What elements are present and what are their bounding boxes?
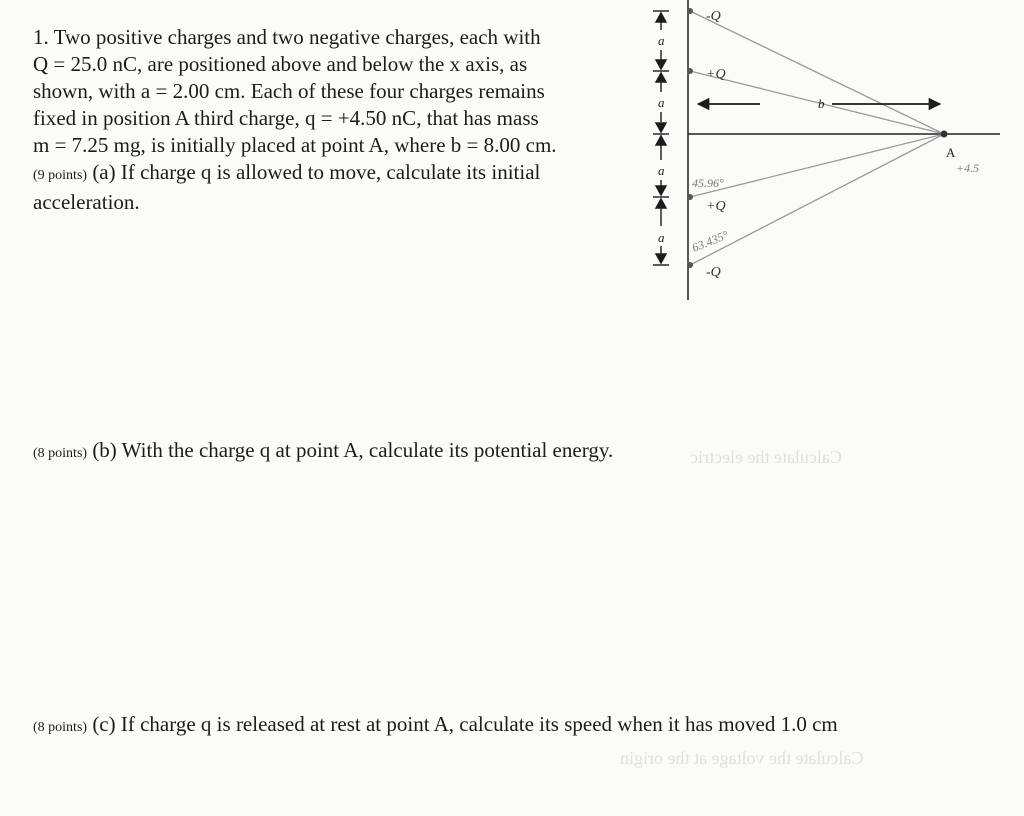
statement-line-4: fixed in position A third charge, q = +4.50 nC, that has mass	[33, 106, 539, 130]
part-b-points: (8 points)	[33, 446, 88, 461]
part-b-text: (b) With the charge q at point A, calculate its potential energy.	[92, 438, 614, 462]
part-a-line-1: (9 points) (a) If charge q is allowed to move, calculate its initial	[33, 160, 541, 184]
part-b-question	[33, 437, 613, 467]
part-c-question	[33, 711, 838, 741]
bleed-through-text: Calculate the voltage at the origin	[620, 748, 864, 768]
handwritten-note: +4.5	[956, 161, 980, 175]
spacing-label: a	[658, 230, 665, 245]
part-a-points: (9 points)	[33, 168, 88, 183]
problem-number: 1.	[33, 25, 49, 49]
point-a-label: A	[946, 145, 956, 160]
charge-label: +Q	[706, 199, 726, 214]
spacing-label: a	[658, 95, 665, 110]
connecting-lines	[690, 11, 944, 265]
statement-line-1: 1. Two positive charges and two negative charges, each with	[33, 25, 541, 49]
bleed-through-text: Calculate the electric	[690, 447, 842, 467]
charge-label: +Q	[706, 67, 726, 82]
part-c-points: (8 points)	[33, 720, 88, 735]
spacing-label: a	[658, 163, 665, 178]
distance-label: b	[818, 96, 825, 111]
statement-line-3: shown, with a = 2.00 cm. Each of these four charges remains	[33, 79, 545, 103]
problem-statement	[33, 24, 633, 216]
spacing-label: a	[658, 33, 665, 48]
statement-line-5: m = 7.25 mg, is initially placed at point A, where b = 8.00 cm.	[33, 133, 557, 157]
part-c-text: (c) If charge q is released at rest at point A, calculate its speed when it has moved 1.0 cm	[92, 712, 838, 736]
handwritten-angle: 63.435°	[689, 227, 731, 255]
statement-line-2: Q = 25.0 nC, are positioned above and below the x axis, as	[33, 52, 528, 76]
charge-diagram	[640, 0, 1024, 310]
point-a-marker	[941, 131, 948, 138]
dimension-markers	[653, 11, 669, 265]
charge-label: -Q	[706, 9, 721, 24]
part-a-line-2: acceleration.	[33, 190, 140, 214]
handwritten-angle: 45.96°	[692, 176, 724, 190]
charge-label: -Q	[706, 265, 721, 280]
